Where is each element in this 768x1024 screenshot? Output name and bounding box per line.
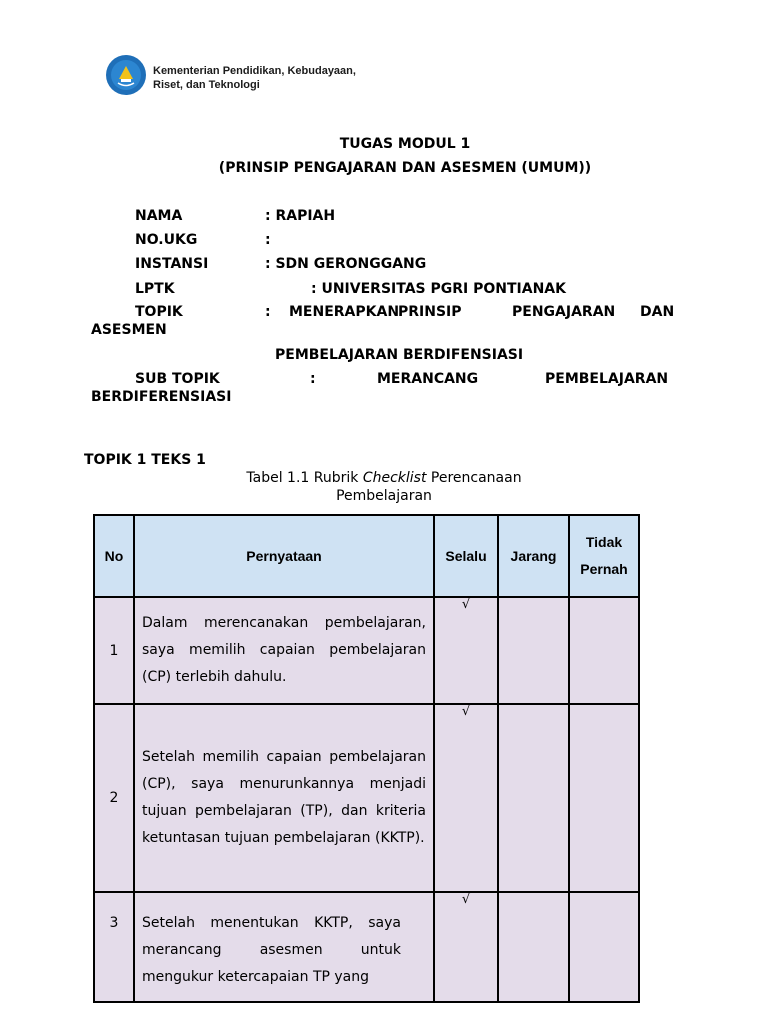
cell-tidak-pernah <box>569 597 639 704</box>
header-selalu: Selalu <box>434 515 498 597</box>
check-selalu: √ <box>434 597 498 704</box>
cell-jarang <box>498 892 569 1002</box>
instansi-label: INSTANSI <box>135 256 209 272</box>
row-statement: Setelah menentukan KKTP, saya merancang asesmen untuk mengukur ketercapaian TP yang <box>134 892 434 1002</box>
row-number: 1 <box>94 597 134 704</box>
lptk-label: LPTK <box>135 281 175 297</box>
row-statement: Setelah memilih capaian pembelajaran (CP), saya menurunkannya menjadi tujuan pembelajaran (TP), dan kriteria ketuntasan tujuan pembelajaran (KKTP). <box>134 704 434 892</box>
subtopik-label: SUB TOPIK <box>135 371 220 387</box>
cell-jarang <box>498 597 569 704</box>
cell-tidak-pernah <box>569 704 639 892</box>
subtopik-wrap: BERDIFERENSIASI <box>91 389 232 405</box>
table-caption: Tabel 1.1 Rubrik Checklist Perencanaan Pembelajaran <box>246 470 522 504</box>
row-number: 3 <box>94 892 134 1002</box>
topik-word-4: DAN <box>640 304 675 320</box>
topik-word-2: PRINSIP <box>398 304 462 320</box>
check-selalu: √ <box>434 704 498 892</box>
document-subtitle: (PRINSIP PENGAJARAN DAN ASESMEN (UMUM)) <box>218 160 592 176</box>
document-title: TUGAS MODUL 1 <box>339 136 471 152</box>
topik-word-3: PENGAJARAN <box>512 304 616 320</box>
table-row <box>94 597 639 704</box>
topik-wrap: ASESMEN <box>91 322 167 338</box>
noukg-label: NO.UKG <box>135 232 198 248</box>
row-statement: Dalam merencanakan pembelajaran, saya memilih capaian pembelajaran (CP) terlebih dahulu. <box>134 597 434 704</box>
cell-tidak-pernah <box>569 892 639 1002</box>
subtopik-word-1: MERANCANG <box>377 371 479 387</box>
ministry-logo <box>106 55 366 99</box>
topik-colon: : <box>265 304 271 320</box>
header-pernyataan: Pernyataan <box>134 515 434 597</box>
header-jarang: Jarang <box>498 515 569 597</box>
header-no: No <box>94 515 134 597</box>
table-row <box>94 892 639 1002</box>
rubric-table <box>93 514 640 1003</box>
row-number: 2 <box>94 704 134 892</box>
section-heading: TOPIK 1 TEKS 1 <box>84 452 206 468</box>
subtopik-word-2: PEMBELAJARAN <box>545 371 669 387</box>
topik-label: TOPIK <box>135 304 183 320</box>
cell-jarang <box>498 704 569 892</box>
nama-value: : RAPIAH <box>265 208 336 224</box>
lptk-value: : UNIVERSITAS PGRI PONTIANAK <box>311 281 566 297</box>
nama-label: NAMA <box>135 208 183 224</box>
table-header-row <box>94 515 639 597</box>
ministry-name: Kementerian Pendidikan, Kebudayaan, Riset, dan Teknologi <box>153 65 356 91</box>
header-tidak-pernah: Tidak Pernah <box>569 515 639 597</box>
ministry-emblem-icon <box>106 55 146 95</box>
topik-word-1: MENERAPKAN <box>289 304 400 320</box>
instansi-value: : SDN GERONGGANG <box>265 256 427 272</box>
check-selalu: √ <box>434 892 498 1002</box>
subtopik-colon: : <box>310 371 316 387</box>
noukg-value: : <box>265 232 271 248</box>
table-row <box>94 704 639 892</box>
topik-line-2: PEMBELAJARAN BERDIFENSIASI <box>275 347 524 363</box>
